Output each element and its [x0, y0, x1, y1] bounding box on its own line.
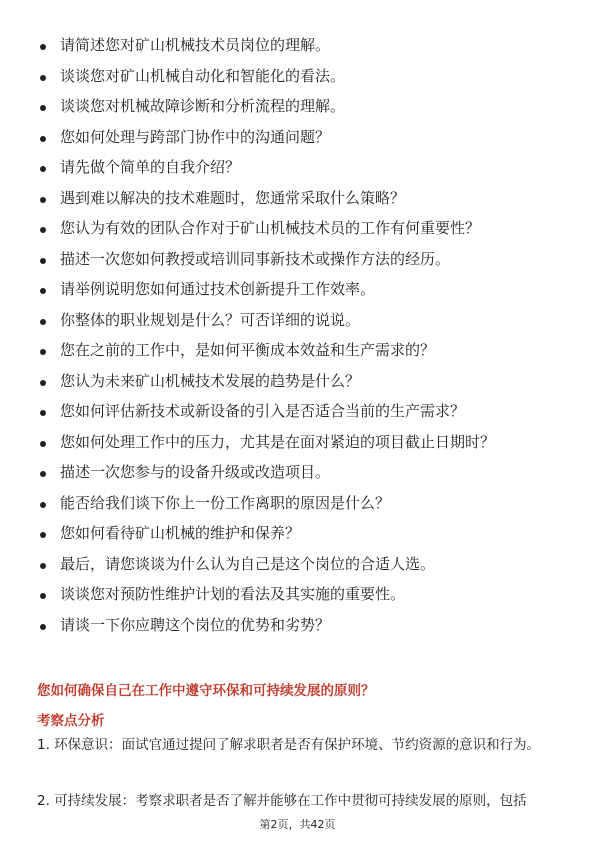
question-list: [40, 36, 560, 646]
list-item: [40, 311, 560, 330]
list-item: [40, 280, 560, 299]
list-item: [40, 158, 560, 177]
bullet-icon: [40, 593, 46, 599]
list-item: [40, 524, 560, 543]
list-item: [40, 463, 560, 482]
bullet-icon: [40, 227, 46, 233]
bullet-icon: [40, 136, 46, 142]
bullet-icon: [40, 471, 46, 477]
question-text: 描述一次您如何教授或培训同事新技术或操作方法的经历。: [60, 249, 451, 268]
analysis-title: 考察点分析: [37, 713, 105, 729]
question-text: 您认为有效的团队合作对于矿山机械技术员的工作有何重要性？: [60, 219, 481, 237]
focus-question-heading: 您如何确保自己在工作中遵守环保和可持续发展的原则？: [37, 683, 375, 699]
bullet-icon: [40, 105, 46, 111]
bullet-icon: [40, 75, 46, 81]
list-item: [40, 128, 560, 147]
list-item: [40, 372, 560, 391]
question-text: 最后，请您谈谈为什么认为自己是这个岗位的合适人选。: [60, 554, 436, 573]
bullet-icon: [40, 380, 46, 386]
list-item: [40, 555, 560, 574]
list-item: [40, 97, 560, 116]
bullet-icon: [40, 502, 46, 508]
question-text: 您如何处理工作中的压力，尤其是在面对紧迫的项目截止日期时？: [60, 432, 496, 451]
bullet-icon: [40, 258, 46, 264]
bullet-icon: [40, 288, 46, 294]
list-item: [40, 494, 560, 513]
list-item: [40, 402, 560, 421]
list-item: [40, 36, 560, 55]
question-text: 您在之前的工作中，是如何平衡成本效益和生产需求的？: [60, 341, 436, 359]
question-text: 您如何看待矿山机械的维护和保养？: [60, 524, 301, 542]
question-text: 请先做个简单的自我介绍？: [60, 158, 241, 176]
question-text: 您认为未来矿山机械技术发展的趋势是什么？: [60, 371, 361, 390]
bullet-icon: [40, 166, 46, 172]
bullet-icon: [40, 319, 46, 325]
list-item: [40, 189, 560, 208]
question-text: 请简述您对矿山机械技术员岗位的理解。: [60, 36, 331, 54]
list-item: [40, 585, 560, 604]
analysis-point: 1. 环保意识：面试官通过提问了解求职者是否有保护环境、节约资源的意识和行为。: [37, 737, 541, 753]
question-text: 您如何处理与跨部门协作中的沟通问题？: [60, 127, 331, 146]
bullet-icon: [40, 532, 46, 538]
question-text: 您如何评估新技术或新设备的引入是否适合当前的生产需求？: [60, 402, 466, 420]
question-text: 你整体的职业规划是什么？可否详细的说说。: [60, 310, 361, 329]
question-text: 请举例说明您如何通过技术创新提升工作效率。: [60, 280, 376, 298]
page-number: 第2页，共42页: [259, 818, 336, 831]
analysis-point: 2. 可持续发展：考察求职者是否了解并能够在工作中贯彻可持续发展的原则，包括: [37, 793, 527, 809]
question-text: 谈谈您对矿山机械自动化和智能化的看法。: [60, 66, 346, 85]
question-text: 请谈一下你应聘这个岗位的优势和劣势？: [60, 615, 331, 634]
bullet-icon: [40, 410, 46, 416]
list-item: [40, 67, 560, 86]
bullet-icon: [40, 563, 46, 569]
question-text: 谈谈您对机械故障诊断和分析流程的理解。: [60, 97, 346, 115]
list-item: [40, 250, 560, 269]
list-item: [40, 433, 560, 452]
question-text: 描述一次您参与的设备升级或改造项目。: [60, 463, 331, 481]
list-item: [40, 616, 560, 635]
bullet-icon: [40, 197, 46, 203]
question-text: 能否给我们谈下你上一份工作离职的原因是什么？: [60, 493, 391, 512]
question-text: 遇到难以解决的技术难题时，您通常采取什么策略？: [60, 188, 406, 207]
list-item: [40, 219, 560, 238]
list-item: [40, 341, 560, 360]
question-text: 谈谈您对预防性维护计划的看法及其实施的重要性。: [60, 585, 406, 603]
bullet-icon: [40, 441, 46, 447]
bullet-icon: [40, 349, 46, 355]
bullet-icon: [40, 624, 46, 630]
bullet-icon: [40, 44, 46, 50]
